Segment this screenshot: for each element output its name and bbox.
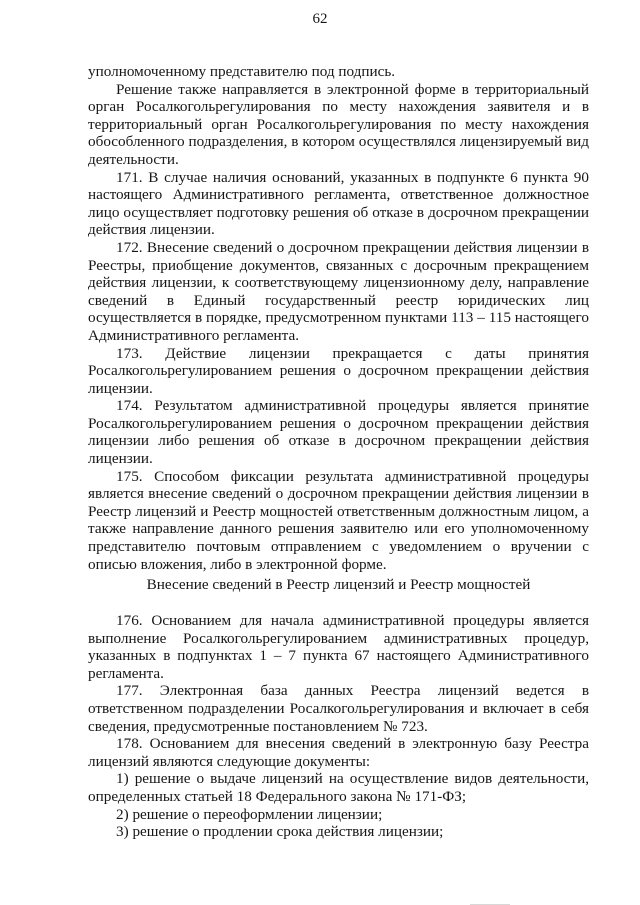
paragraph-175: 175. Способом фиксации результата административной процедуры является внесение сведений о досрочном прекращении действия лицензии в Реестр лицензий и Реестр мощностей ответственным должностным лицом, а также направление данного решения заявителю или его уполномоченному представителю почтовым отправлением с уведомлением о вручении с описью вложения, либо в электронной форме.: [88, 467, 589, 573]
paragraph-176: 176. Основанием для начала административной процедуры является выполнение Росалкогольрегулированием административных процедур, указанных в подпунктах 1 – 7 пункта 67 настоящего Административного регламента.: [88, 612, 589, 682]
list-item-3: 3) решение о продлении срока действия лицензии;: [116, 823, 444, 841]
body-text-lower: [88, 612, 589, 841]
body-text-upper: [88, 63, 589, 573]
paragraph-177: 177. Электронная база данных Реестра лицензий ведется в ответственном подразделении Росалкогольрегулирования и включает в себя сведения, предусмотренные постановлением № 723.: [88, 682, 589, 735]
paragraph-178: 178. Основанием для внесения сведений в электронную базу Реестра лицензий являются следующие документы:: [88, 735, 589, 770]
list-item-1: 1) решение о выдаче лицензий на осуществление видов деятельности, определенных статьей 18 Федерального закона № 171-ФЗ;: [88, 770, 589, 805]
paragraph-171: 171. В случае наличия оснований, указанных в подпункте 6 пункта 90 настоящего Административного регламента, ответственное должностное лицо осуществляет подготовку решения об отказе в досрочном прекращении действия лицензии.: [88, 168, 589, 239]
paragraph: Решение также направляется в электронной форме в территориальный орган Росалкогольрегулирования по месту нахождения заявителя и в территориальный орган Росалкогольрегулирования по месту нахождения обособленного подразделения, в котором осуществлялся лицензируемый вид деятельности.: [88, 80, 589, 168]
page-number: 62: [312, 11, 328, 27]
list-item-2: 2) решение о переоформлении лицензии;: [116, 805, 383, 823]
paragraph-174: 174. Результатом административной процедуры является принятие Росалкогольрегулированием решения о досрочном прекращении действия лицензии либо решения об отказе в досрочном прекращении действия лицензии.: [88, 397, 589, 468]
section-heading: Внесение сведений в Реестр лицензий и Реестр мощностей: [146, 576, 531, 593]
paragraph-173: 173. Действие лицензии прекращается с даты принятия Росалкогольрегулированием решения о досрочном прекращении действия лицензии.: [88, 344, 589, 397]
paragraph: уполномоченному представителю под подпись.: [88, 63, 396, 80]
paragraph-172: 172. Внесение сведений о досрочном прекращении действия лицензии в Реестры, приобщение документов, связанных с досрочным прекращением действия лицензии, к соответствующему лицензионному делу, направление сведений в Единый государственный реестр юридических лиц осуществляется в порядке, предусмотренном пунктами 113 – 115 настоящего Административного регламента.: [88, 238, 589, 344]
